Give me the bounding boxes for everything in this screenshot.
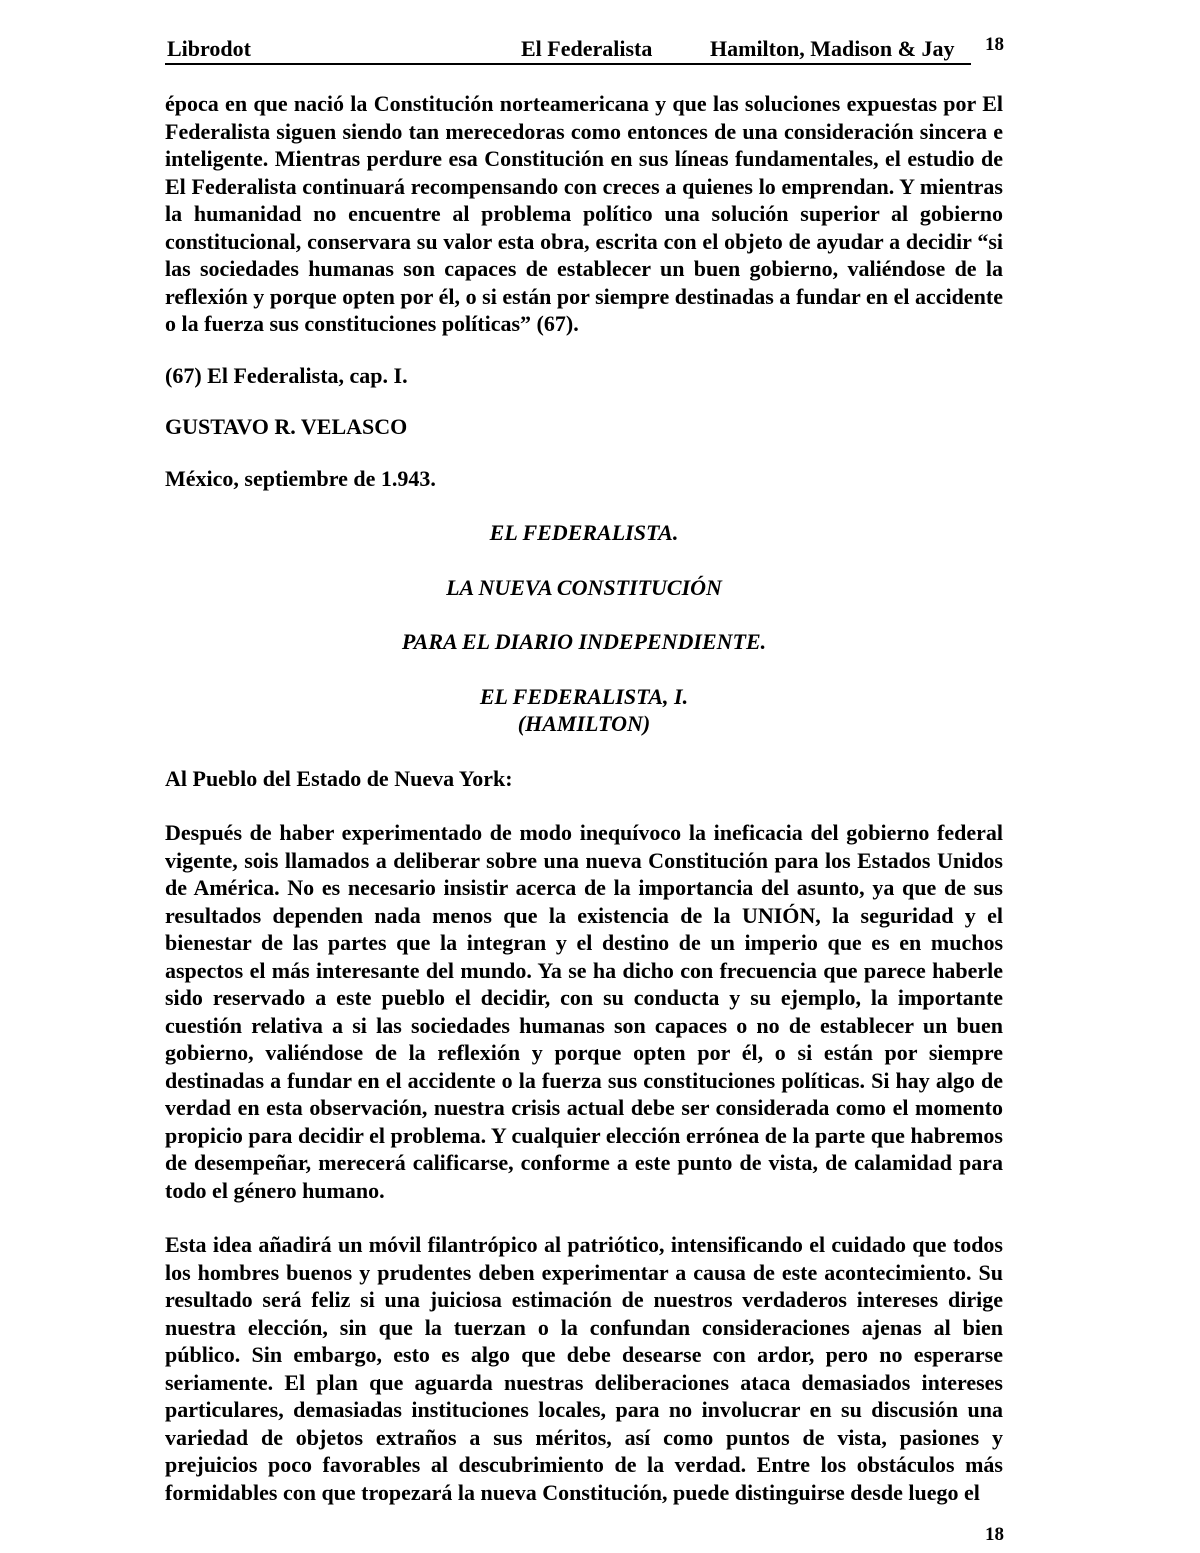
salutation: Al Pueblo del Estado de Nueva York:	[165, 765, 513, 791]
header-authors: Hamilton, Madison & Jay	[710, 36, 955, 61]
place-date: México, septiembre de 1.943.	[165, 465, 436, 491]
author-signature: GUSTAVO R. VELASCO	[165, 414, 408, 439]
document-page	[165, 30, 1003, 1506]
header-source: Librodot	[167, 36, 251, 61]
heading-author: (HAMILTON)	[517, 711, 651, 736]
heading-nueva-constitucion: LA NUEVA CONSTITUCIÓN	[446, 574, 722, 600]
footnote: (67) El Federalista, cap. I.	[165, 362, 408, 388]
header-page-number: 18	[985, 34, 1004, 55]
heading-federalista-i: EL FEDERALISTA, I.	[479, 683, 689, 709]
body-paragraph-2: Esta idea añadirá un móvil filantrópico al patriótico, intensificando el cuidado que todos los hombres buenos y prudentes deben experimentar a causa de este acontecimiento. Su resultado será feliz si una juiciosa estimación de nuestros verdaderos intereses dirige nuestra elección, sin que la tuerzan o la confundan consideraciones ajenas al bien público. Sin embargo, esto es algo que debe desearse con ardor, pero no esperarse seriamente. El plan que aguarda nuestras deliberaciones ataca demasiados intereses particulares, demasiadas instituciones locales, para no involucrar en su discusión una variedad de objetos extraños a sus méritos, así como puntos de vista, pasiones y prejuicios poco favorables al descubrimiento de la verdad. Entre los obstáculos más formidables con que tropezará la nueva Constitución, puede distinguirse desde luego el	[165, 1232, 1003, 1505]
running-header	[165, 30, 1003, 64]
header-title: El Federalista	[521, 36, 653, 61]
heading-diario: PARA EL DIARIO INDEPENDIENTE.	[401, 629, 767, 654]
intro-paragraph: época en que nació la Constitución norteamericana y que las soluciones expuestas por El Federalista siguen siendo tan merecedoras como entonces de una consideración sincera e inteligente. Mientras perdure esa Constitución en sus líneas fundamentales, el estudio de El Federalista continuará recompensando con creces a quienes lo emprendan. Y mientras la humanidad no encuentre al problema político una solución superior al gobierno constitucional, conservara su valor esta obra, escrita con el objeto de ayudar a decidir “si las sociedades humanas son capaces de establecer un buen gobierno, valiéndose de la reflexión y porque opten por él, o si están por siempre destinadas a fundar en el accidente o la fuerza sus constituciones políticas” (67).	[165, 91, 1003, 336]
body-paragraph-1: Después de haber experimentado de modo inequívoco la ineficacia del gobierno federal vigente, sois llamados a deliberar sobre una nueva Constitución para los Estados Unidos de América. No es necesario insistir acerca de la importancia del asunto, ya que de sus resultados dependen nada menos que la existencia de la UNIÓN, la seguridad y el bienestar de las partes que la integran y el destino de un imperio que es en muchos aspectos el más interesante del mundo. Ya se ha dicho con frecuencia que parece haberle sido reservado a este pueblo el decidir, con su conducta y su ejemplo, la importante cuestión relativa a si las sociedades humanas son capaces o no de establecer un buen gobierno, valiéndose de la reflexión y porque opten por él, o si están por siempre destinadas a fundar en el accidente o la fuerza sus constituciones políticas. Si hay algo de verdad en esta observación, nuestra crisis actual debe ser considerada como el momento propicio para decidir el problema. Y cualquier elección errónea de la parte que habremos de desempeñar, merecerá calificarse, conforme a este punto de vista, de calamidad para todo el género humano.	[165, 820, 1003, 1203]
page-content	[165, 90, 1003, 1506]
header-rule	[165, 63, 971, 65]
footer-page-number: 18	[985, 1524, 1004, 1545]
heading-federalista: EL FEDERALISTA.	[489, 520, 679, 545]
